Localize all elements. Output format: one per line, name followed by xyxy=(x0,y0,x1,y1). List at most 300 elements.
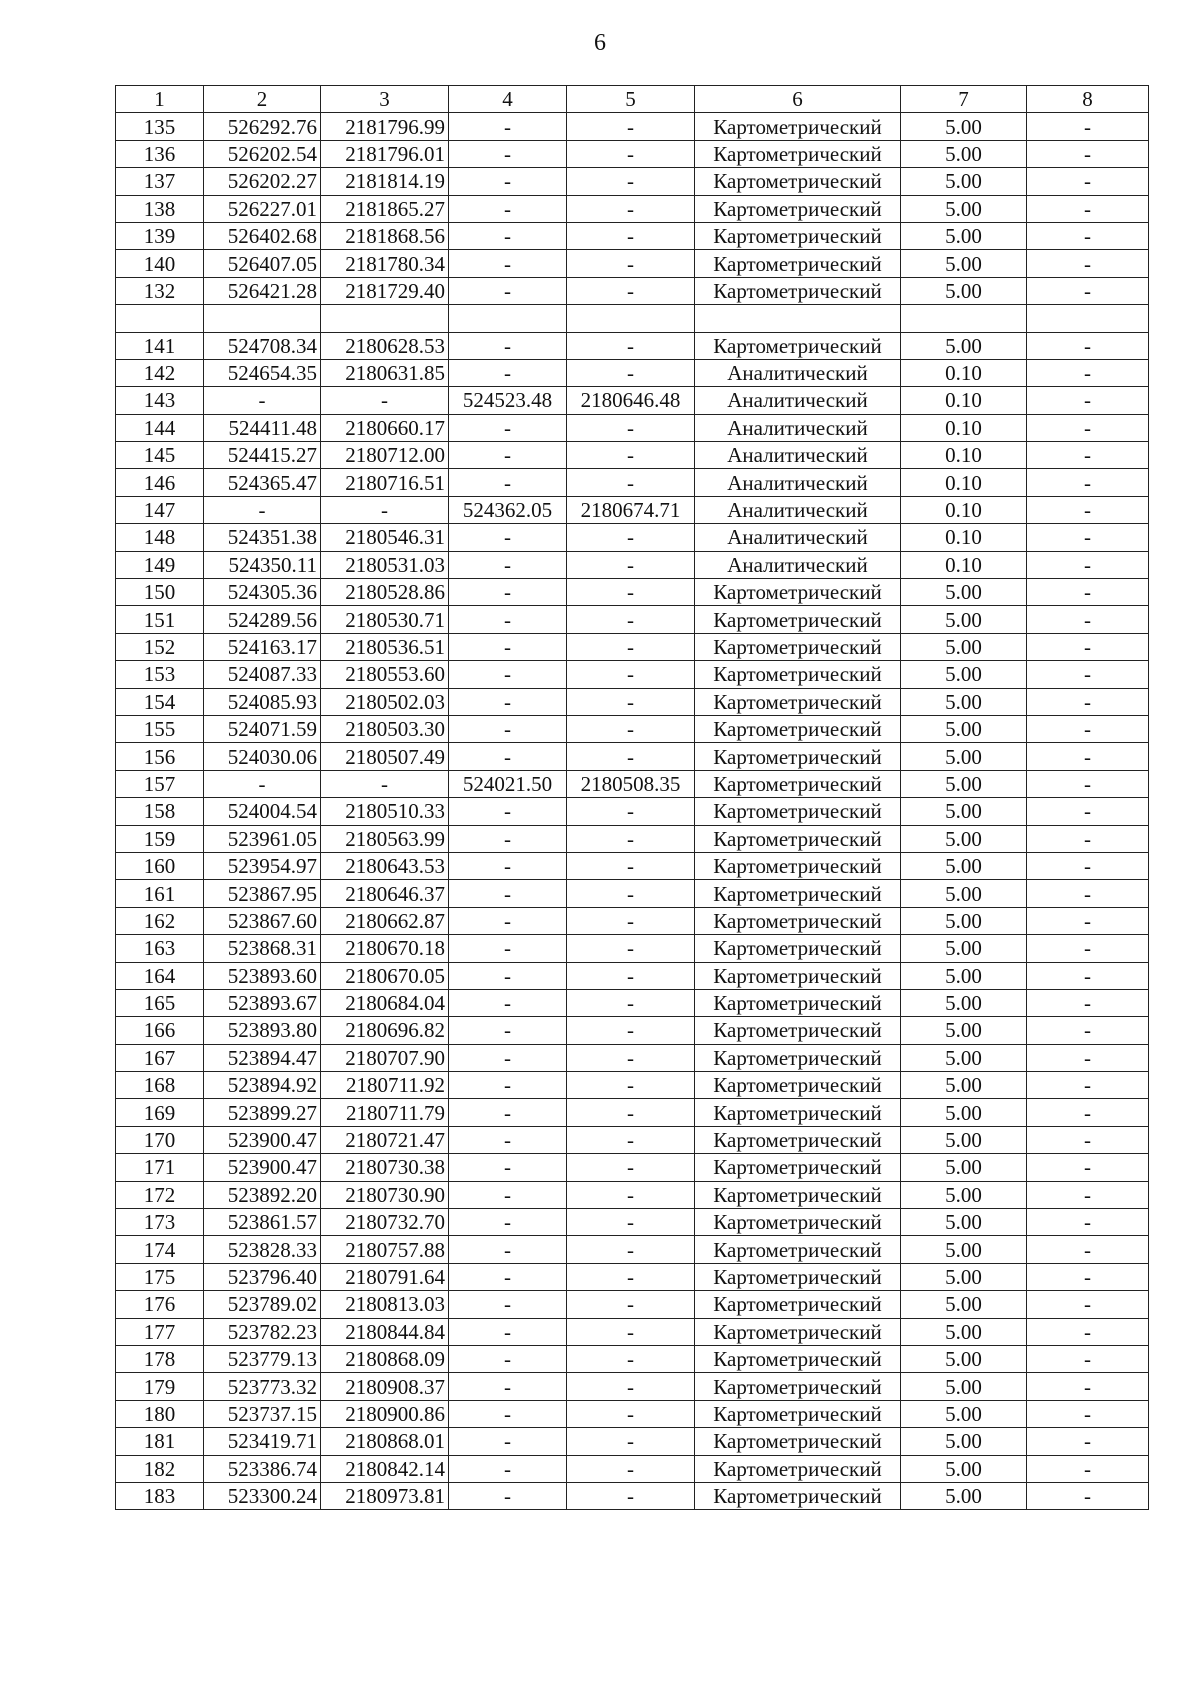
method-cell: Картометрический xyxy=(695,770,901,797)
x-coordinate-cell: - xyxy=(204,496,321,523)
method-cell: Картометрический xyxy=(695,1318,901,1345)
y-coordinate-alt-cell: - xyxy=(567,907,695,934)
x-coordinate-cell: 523419.71 xyxy=(204,1428,321,1455)
accuracy-cell: 0.10 xyxy=(901,496,1027,523)
x-coordinate-alt-cell: - xyxy=(449,1482,567,1509)
accuracy-cell: 5.00 xyxy=(901,1236,1027,1263)
y-coordinate-cell: 2180646.37 xyxy=(321,880,449,907)
point-number-cell: 147 xyxy=(116,496,204,523)
method-cell: Картометрический xyxy=(695,222,901,249)
y-coordinate-alt-cell: - xyxy=(567,332,695,359)
point-number-cell: 148 xyxy=(116,524,204,551)
x-coordinate-alt-cell: - xyxy=(449,798,567,825)
point-number-cell: 138 xyxy=(116,195,204,222)
note-cell: - xyxy=(1027,1154,1149,1181)
method-cell: Картометрический xyxy=(695,633,901,660)
y-coordinate-cell: 2180660.17 xyxy=(321,414,449,441)
note-cell: - xyxy=(1027,1455,1149,1482)
x-coordinate-alt-cell: - xyxy=(449,168,567,195)
accuracy-cell: 5.00 xyxy=(901,935,1027,962)
point-number-cell: 160 xyxy=(116,852,204,879)
y-coordinate-cell: 2180868.09 xyxy=(321,1345,449,1372)
y-coordinate-alt-cell: 2180674.71 xyxy=(567,496,695,523)
point-number-cell: 176 xyxy=(116,1291,204,1318)
x-coordinate-cell: 524030.06 xyxy=(204,743,321,770)
table-row xyxy=(116,1318,1149,1345)
accuracy-cell: 5.00 xyxy=(901,1318,1027,1345)
y-coordinate-cell: 2181865.27 xyxy=(321,195,449,222)
method-cell: Картометрический xyxy=(695,1373,901,1400)
point-number-cell: 179 xyxy=(116,1373,204,1400)
accuracy-cell: 5.00 xyxy=(901,1428,1027,1455)
x-coordinate-cell: 523779.13 xyxy=(204,1345,321,1372)
y-coordinate-alt-cell: - xyxy=(567,168,695,195)
y-coordinate-alt-cell: - xyxy=(567,551,695,578)
coordinates-table xyxy=(115,85,1149,1510)
accuracy-cell: 5.00 xyxy=(901,770,1027,797)
x-coordinate-alt-cell: - xyxy=(449,1373,567,1400)
x-coordinate-cell: 524163.17 xyxy=(204,633,321,660)
accuracy-cell: 0.10 xyxy=(901,442,1027,469)
note-cell: - xyxy=(1027,524,1149,551)
accuracy-cell: 5.00 xyxy=(901,633,1027,660)
accuracy-cell: 5.00 xyxy=(901,195,1027,222)
point-number-cell: 172 xyxy=(116,1181,204,1208)
x-coordinate-alt-cell: - xyxy=(449,551,567,578)
y-coordinate-cell: 2180643.53 xyxy=(321,852,449,879)
method-cell: Аналитический xyxy=(695,469,901,496)
method-cell: Картометрический xyxy=(695,743,901,770)
note-cell: - xyxy=(1027,551,1149,578)
note-cell: - xyxy=(1027,168,1149,195)
table-row xyxy=(116,770,1149,797)
accuracy-cell xyxy=(901,305,1027,332)
table-row xyxy=(116,1345,1149,1372)
x-coordinate-alt-cell: - xyxy=(449,1181,567,1208)
y-coordinate-cell: - xyxy=(321,496,449,523)
x-coordinate-cell: 523386.74 xyxy=(204,1455,321,1482)
method-cell: Картометрический xyxy=(695,688,901,715)
method-cell: Картометрический xyxy=(695,1455,901,1482)
point-number-cell: 170 xyxy=(116,1126,204,1153)
accuracy-cell: 5.00 xyxy=(901,140,1027,167)
point-number-cell: 151 xyxy=(116,606,204,633)
y-coordinate-alt-cell: - xyxy=(567,113,695,140)
x-coordinate-cell: 523782.23 xyxy=(204,1318,321,1345)
x-coordinate-alt-cell: - xyxy=(449,1318,567,1345)
x-coordinate-alt-cell: - xyxy=(449,195,567,222)
x-coordinate-cell: 524289.56 xyxy=(204,606,321,633)
table-row xyxy=(116,332,1149,359)
x-coordinate-alt-cell: - xyxy=(449,1099,567,1126)
note-cell: - xyxy=(1027,113,1149,140)
x-coordinate-alt-cell: 524362.05 xyxy=(449,496,567,523)
table-row xyxy=(116,168,1149,195)
table-row xyxy=(116,496,1149,523)
x-coordinate-alt-cell: - xyxy=(449,1291,567,1318)
note-cell: - xyxy=(1027,852,1149,879)
x-coordinate-cell: 524654.35 xyxy=(204,359,321,386)
note-cell: - xyxy=(1027,332,1149,359)
note-cell: - xyxy=(1027,469,1149,496)
x-coordinate-cell: 524415.27 xyxy=(204,442,321,469)
table-row xyxy=(116,1154,1149,1181)
header-row xyxy=(116,86,1149,113)
note-cell: - xyxy=(1027,1400,1149,1427)
table-row xyxy=(116,1263,1149,1290)
table-row xyxy=(116,1099,1149,1126)
y-coordinate-alt-cell: - xyxy=(567,825,695,852)
accuracy-cell: 5.00 xyxy=(901,825,1027,852)
y-coordinate-cell: 2180510.33 xyxy=(321,798,449,825)
note-cell: - xyxy=(1027,606,1149,633)
note-cell: - xyxy=(1027,743,1149,770)
y-coordinate-cell: 2180707.90 xyxy=(321,1044,449,1071)
table-row xyxy=(116,1373,1149,1400)
point-number-cell: 135 xyxy=(116,113,204,140)
x-coordinate-cell: 523900.47 xyxy=(204,1126,321,1153)
point-number-cell: 181 xyxy=(116,1428,204,1455)
y-coordinate-cell: 2181729.40 xyxy=(321,277,449,304)
note-cell: - xyxy=(1027,1482,1149,1509)
x-coordinate-alt-cell: - xyxy=(449,715,567,742)
table-row xyxy=(116,1181,1149,1208)
table-row xyxy=(116,195,1149,222)
table-row xyxy=(116,743,1149,770)
y-coordinate-cell: 2180791.64 xyxy=(321,1263,449,1290)
table-row xyxy=(116,222,1149,249)
x-coordinate-cell: 524087.33 xyxy=(204,661,321,688)
x-coordinate-cell: 523893.67 xyxy=(204,989,321,1016)
table-row xyxy=(116,880,1149,907)
note-cell: - xyxy=(1027,1373,1149,1400)
y-coordinate-cell: 2180813.03 xyxy=(321,1291,449,1318)
y-coordinate-cell: 2180721.47 xyxy=(321,1126,449,1153)
note-cell: - xyxy=(1027,1291,1149,1318)
accuracy-cell: 5.00 xyxy=(901,688,1027,715)
note-cell: - xyxy=(1027,661,1149,688)
table-row xyxy=(116,1209,1149,1236)
column-header: 3 xyxy=(321,86,449,113)
accuracy-cell: 5.00 xyxy=(901,798,1027,825)
point-number-cell: 167 xyxy=(116,1044,204,1071)
method-cell: Картометрический xyxy=(695,168,901,195)
y-coordinate-alt-cell: - xyxy=(567,798,695,825)
x-coordinate-alt-cell: - xyxy=(449,633,567,660)
note-cell: - xyxy=(1027,414,1149,441)
point-number-cell: 165 xyxy=(116,989,204,1016)
table-row xyxy=(116,551,1149,578)
y-coordinate-cell: 2180900.86 xyxy=(321,1400,449,1427)
y-coordinate-alt-cell: - xyxy=(567,935,695,962)
note-cell: - xyxy=(1027,579,1149,606)
x-coordinate-cell: 526292.76 xyxy=(204,113,321,140)
accuracy-cell: 5.00 xyxy=(901,332,1027,359)
method-cell: Картометрический xyxy=(695,962,901,989)
table-row xyxy=(116,1400,1149,1427)
y-coordinate-alt-cell: - xyxy=(567,195,695,222)
table-row xyxy=(116,688,1149,715)
column-header: 7 xyxy=(901,86,1027,113)
x-coordinate-cell: 524071.59 xyxy=(204,715,321,742)
accuracy-cell: 0.10 xyxy=(901,551,1027,578)
y-coordinate-cell: 2180507.49 xyxy=(321,743,449,770)
note-cell: - xyxy=(1027,935,1149,962)
x-coordinate-cell: 526407.05 xyxy=(204,250,321,277)
y-coordinate-alt-cell: - xyxy=(567,1017,695,1044)
y-coordinate-alt-cell: - xyxy=(567,414,695,441)
accuracy-cell: 5.00 xyxy=(901,168,1027,195)
x-coordinate-cell: 524708.34 xyxy=(204,332,321,359)
point-number-cell xyxy=(116,305,204,332)
note-cell: - xyxy=(1027,222,1149,249)
table-row xyxy=(116,140,1149,167)
table-row xyxy=(116,1044,1149,1071)
y-coordinate-alt-cell: - xyxy=(567,1345,695,1372)
x-coordinate-cell: 524004.54 xyxy=(204,798,321,825)
table-row xyxy=(116,250,1149,277)
y-coordinate-alt-cell: - xyxy=(567,880,695,907)
method-cell: Аналитический xyxy=(695,496,901,523)
y-coordinate-cell: 2181780.34 xyxy=(321,250,449,277)
point-number-cell: 154 xyxy=(116,688,204,715)
accuracy-cell: 5.00 xyxy=(901,1263,1027,1290)
y-coordinate-cell: 2180696.82 xyxy=(321,1017,449,1044)
x-coordinate-alt-cell: - xyxy=(449,1236,567,1263)
column-header: 8 xyxy=(1027,86,1149,113)
y-coordinate-cell: 2180530.71 xyxy=(321,606,449,633)
x-coordinate-alt-cell: - xyxy=(449,1017,567,1044)
y-coordinate-cell: 2180536.51 xyxy=(321,633,449,660)
method-cell: Картометрический xyxy=(695,1017,901,1044)
note-cell: - xyxy=(1027,359,1149,386)
method-cell: Картометрический xyxy=(695,1209,901,1236)
y-coordinate-cell: 2180546.31 xyxy=(321,524,449,551)
accuracy-cell: 0.10 xyxy=(901,414,1027,441)
point-number-cell: 152 xyxy=(116,633,204,660)
table-row xyxy=(116,633,1149,660)
point-number-cell: 168 xyxy=(116,1072,204,1099)
note-cell: - xyxy=(1027,1017,1149,1044)
y-coordinate-cell xyxy=(321,305,449,332)
y-coordinate-alt-cell: - xyxy=(567,469,695,496)
y-coordinate-alt-cell: - xyxy=(567,1181,695,1208)
method-cell: Картометрический xyxy=(695,1236,901,1263)
table-row xyxy=(116,1072,1149,1099)
y-coordinate-alt-cell: - xyxy=(567,222,695,249)
y-coordinate-alt-cell: - xyxy=(567,989,695,1016)
y-coordinate-cell: - xyxy=(321,387,449,414)
x-coordinate-cell: 524350.11 xyxy=(204,551,321,578)
x-coordinate-alt-cell: - xyxy=(449,1044,567,1071)
x-coordinate-alt-cell: - xyxy=(449,1263,567,1290)
note-cell: - xyxy=(1027,907,1149,934)
method-cell: Картометрический xyxy=(695,715,901,742)
y-coordinate-alt-cell: - xyxy=(567,1154,695,1181)
note-cell: - xyxy=(1027,715,1149,742)
x-coordinate-alt-cell: - xyxy=(449,743,567,770)
x-coordinate-cell: 523861.57 xyxy=(204,1209,321,1236)
point-number-cell: 171 xyxy=(116,1154,204,1181)
x-coordinate-alt-cell: - xyxy=(449,1455,567,1482)
x-coordinate-alt-cell: - xyxy=(449,825,567,852)
x-coordinate-alt-cell: - xyxy=(449,414,567,441)
y-coordinate-cell: 2181796.01 xyxy=(321,140,449,167)
x-coordinate-cell: 523868.31 xyxy=(204,935,321,962)
accuracy-cell: 5.00 xyxy=(901,852,1027,879)
point-number-cell: 159 xyxy=(116,825,204,852)
table-row xyxy=(116,989,1149,1016)
accuracy-cell: 5.00 xyxy=(901,1126,1027,1153)
note-cell: - xyxy=(1027,825,1149,852)
x-coordinate-cell: 523892.20 xyxy=(204,1181,321,1208)
y-coordinate-cell: 2181814.19 xyxy=(321,168,449,195)
accuracy-cell: 5.00 xyxy=(901,1072,1027,1099)
note-cell: - xyxy=(1027,387,1149,414)
table-row xyxy=(116,1482,1149,1509)
accuracy-cell: 5.00 xyxy=(901,1181,1027,1208)
accuracy-cell: 0.10 xyxy=(901,469,1027,496)
point-number-cell: 173 xyxy=(116,1209,204,1236)
y-coordinate-alt-cell: - xyxy=(567,1072,695,1099)
y-coordinate-alt-cell: - xyxy=(567,661,695,688)
x-coordinate-alt-cell: - xyxy=(449,606,567,633)
point-number-cell: 137 xyxy=(116,168,204,195)
x-coordinate-alt-cell: - xyxy=(449,1209,567,1236)
point-number-cell: 161 xyxy=(116,880,204,907)
y-coordinate-cell: - xyxy=(321,770,449,797)
point-number-cell: 150 xyxy=(116,579,204,606)
y-coordinate-cell: 2180711.79 xyxy=(321,1099,449,1126)
point-number-cell: 158 xyxy=(116,798,204,825)
point-number-cell: 182 xyxy=(116,1455,204,1482)
x-coordinate-cell: 523828.33 xyxy=(204,1236,321,1263)
note-cell: - xyxy=(1027,880,1149,907)
point-number-cell: 149 xyxy=(116,551,204,578)
accuracy-cell: 5.00 xyxy=(901,222,1027,249)
column-header: 6 xyxy=(695,86,901,113)
x-coordinate-cell: - xyxy=(204,387,321,414)
point-number-cell: 163 xyxy=(116,935,204,962)
table-row xyxy=(116,825,1149,852)
point-number-cell: 177 xyxy=(116,1318,204,1345)
point-number-cell: 136 xyxy=(116,140,204,167)
accuracy-cell: 5.00 xyxy=(901,579,1027,606)
note-cell: - xyxy=(1027,1263,1149,1290)
table-row xyxy=(116,442,1149,469)
note-cell: - xyxy=(1027,277,1149,304)
accuracy-cell: 5.00 xyxy=(901,907,1027,934)
y-coordinate-alt-cell: - xyxy=(567,1126,695,1153)
x-coordinate-cell: 523867.60 xyxy=(204,907,321,934)
note-cell: - xyxy=(1027,770,1149,797)
x-coordinate-cell: 523954.97 xyxy=(204,852,321,879)
y-coordinate-cell: 2180628.53 xyxy=(321,332,449,359)
column-header: 4 xyxy=(449,86,567,113)
table-row xyxy=(116,1126,1149,1153)
x-coordinate-cell: 526227.01 xyxy=(204,195,321,222)
x-coordinate-alt-cell: - xyxy=(449,661,567,688)
x-coordinate-alt-cell: - xyxy=(449,222,567,249)
method-cell: Картометрический xyxy=(695,989,901,1016)
accuracy-cell: 5.00 xyxy=(901,250,1027,277)
method-cell: Картометрический xyxy=(695,852,901,879)
note-cell: - xyxy=(1027,1044,1149,1071)
point-number-cell: 156 xyxy=(116,743,204,770)
method-cell: Картометрический xyxy=(695,1263,901,1290)
y-coordinate-cell: 2180730.90 xyxy=(321,1181,449,1208)
y-coordinate-alt-cell: - xyxy=(567,633,695,660)
table-row xyxy=(116,524,1149,551)
table-row xyxy=(116,113,1149,140)
method-cell: Картометрический xyxy=(695,1345,901,1372)
accuracy-cell: 5.00 xyxy=(901,743,1027,770)
y-coordinate-alt-cell: - xyxy=(567,606,695,633)
method-cell: Картометрический xyxy=(695,195,901,222)
y-coordinate-alt-cell: - xyxy=(567,277,695,304)
point-number-cell: 162 xyxy=(116,907,204,934)
y-coordinate-cell: 2180553.60 xyxy=(321,661,449,688)
y-coordinate-alt-cell: - xyxy=(567,1044,695,1071)
note-cell: - xyxy=(1027,1428,1149,1455)
y-coordinate-cell: 2180528.86 xyxy=(321,579,449,606)
x-coordinate-cell: 523796.40 xyxy=(204,1263,321,1290)
accuracy-cell: 5.00 xyxy=(901,1209,1027,1236)
y-coordinate-cell: 2181796.99 xyxy=(321,113,449,140)
point-number-cell: 169 xyxy=(116,1099,204,1126)
x-coordinate-alt-cell: - xyxy=(449,524,567,551)
table-row xyxy=(116,907,1149,934)
accuracy-cell: 5.00 xyxy=(901,1482,1027,1509)
method-cell: Картометрический xyxy=(695,798,901,825)
x-coordinate-cell: 524351.38 xyxy=(204,524,321,551)
point-number-cell: 155 xyxy=(116,715,204,742)
point-number-cell: 175 xyxy=(116,1263,204,1290)
y-coordinate-alt-cell: - xyxy=(567,524,695,551)
y-coordinate-alt-cell: - xyxy=(567,140,695,167)
table-row xyxy=(116,469,1149,496)
table-row xyxy=(116,661,1149,688)
table-row xyxy=(116,1291,1149,1318)
accuracy-cell: 5.00 xyxy=(901,1099,1027,1126)
point-number-cell: 174 xyxy=(116,1236,204,1263)
accuracy-cell: 5.00 xyxy=(901,661,1027,688)
y-coordinate-alt-cell: - xyxy=(567,1428,695,1455)
x-coordinate-cell: 524411.48 xyxy=(204,414,321,441)
y-coordinate-alt-cell: - xyxy=(567,579,695,606)
accuracy-cell: 5.00 xyxy=(901,1345,1027,1372)
point-number-cell: 157 xyxy=(116,770,204,797)
note-cell: - xyxy=(1027,1236,1149,1263)
note-cell: - xyxy=(1027,442,1149,469)
note-cell: - xyxy=(1027,250,1149,277)
x-coordinate-alt-cell: - xyxy=(449,989,567,1016)
accuracy-cell: 0.10 xyxy=(901,359,1027,386)
method-cell: Картометрический xyxy=(695,140,901,167)
method-cell: Картометрический xyxy=(695,113,901,140)
table-row xyxy=(116,387,1149,414)
method-cell: Картометрический xyxy=(695,1482,901,1509)
y-coordinate-alt-cell: - xyxy=(567,688,695,715)
method-cell: Картометрический xyxy=(695,1400,901,1427)
y-coordinate-alt-cell: - xyxy=(567,1318,695,1345)
y-coordinate-alt-cell: - xyxy=(567,743,695,770)
accuracy-cell: 5.00 xyxy=(901,1400,1027,1427)
method-cell: Картометрический xyxy=(695,1154,901,1181)
table-row xyxy=(116,277,1149,304)
point-number-cell: 164 xyxy=(116,962,204,989)
x-coordinate-alt-cell: - xyxy=(449,1126,567,1153)
